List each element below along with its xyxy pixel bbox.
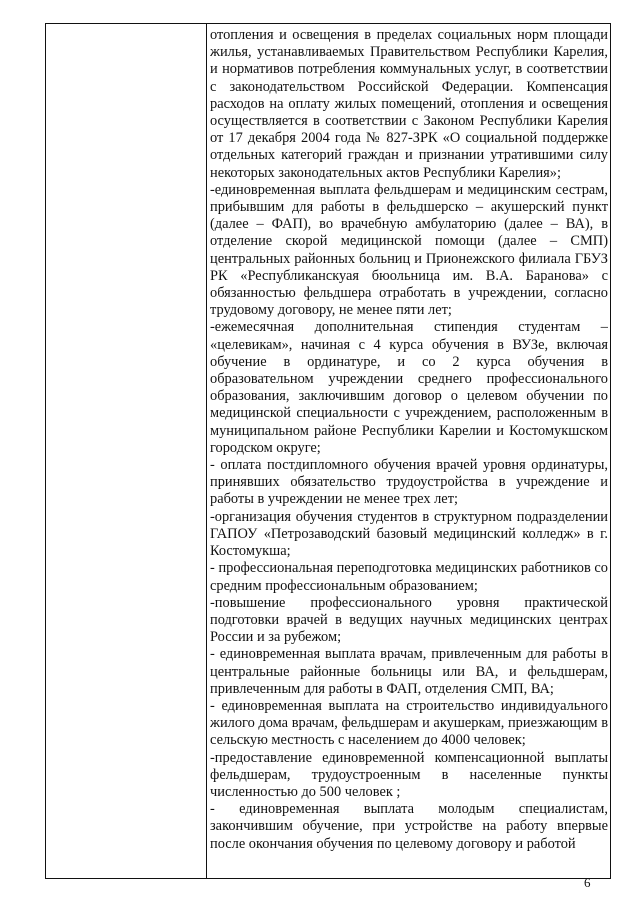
paragraph: - оплата постдипломного обучения врачей уровня ординатуры, принявших обязательство трудоустройства в учреждение и работы в учреждении не менее трех лет;	[210, 457, 608, 508]
paragraph: -предоставление единовременной компенсационной выплаты фельдшерам, трудоустроенным в населенные пункты численностью до 500 человек ;	[210, 749, 608, 800]
text-cell	[210, 27, 608, 877]
paragraph: -организация обучения студентов в структурном подразделении ГАПОУ «Петрозаводский базовый медицинский колледж» в г. Костомукша;	[210, 508, 608, 560]
paragraph: -ежемесячная дополнительная стипендия студентам – «целевикам», начиная с 4 курса обучения в ВУЗе, включая обучение в ординатуре, и со 2 курса обучения в образовательном учреждении среднего профессионального образования, заключившим договор о целевом обучении по медицинской специальности с учреждением, расположенным в муниципальном районе Республики Карелии и Костомукшском городском округе;	[210, 319, 608, 456]
paragraph: -единовременная выплата фельдшерам и медицинским сестрам, прибывшим для работы в фельдшерско – акушерский пункт (далее – ФАП), во врачебную амбулаторию (далее – ВА), в отделение скорой медицинской помощи (далее – СМП) центральных районных больниц и Прионежского филиала ГБУЗ РК «Республиканскуая бюольница им. В.А. Баранова» с обязанностью фельдшера отработать в учреждении, согласно трудовому договору, не менее пяти лет;	[210, 181, 608, 319]
paragraph: - единовременная выплата молодым специалистам, закончившим обучение, при устройстве на работу впервые после окончания обучения по целевому договору и работой	[210, 801, 608, 852]
paragraph: отопления и освещения в пределах социальных норм площади жилья, устанавливаемых Правительством Республики Карелия, и нормативов потребления коммунальных услуг, в соответствии с законодательством Российской Федерации. Компенсация расходов на оплату жилых помещений, отопления и освещения осуществляется в соответствии с Законом Республики Карелия от 17 декабря 2004 года № 827-ЗРК «О социальной поддержке отдельных категорий граждан и признании утратившими силу некоторых законодательных актов Республики Карелия»;	[210, 27, 608, 181]
column-divider	[206, 23, 207, 879]
page-number: 6	[584, 875, 591, 890]
paragraph: - профессиональная переподготовка медицинских работников со средним профессиональным образованием;	[210, 560, 608, 594]
paragraph: -повышение профессионального уровня практической подготовки врачей в ведущих научных медицинских центрах России и за рубежом;	[210, 594, 608, 646]
paragraph: - единовременная выплата на строительство индивидуального жилого дома врачам, фельдшерам и акушеркам, приезжающим в сельскую местность с населением до 4000 человек;	[210, 697, 608, 749]
paragraph: - единовременная выплата врачам, привлеченным для работы в центральные районные больницы или ВА, и фельдшерам, привлеченным для работы в ФАП, отделения СМП, ВА;	[210, 646, 608, 697]
